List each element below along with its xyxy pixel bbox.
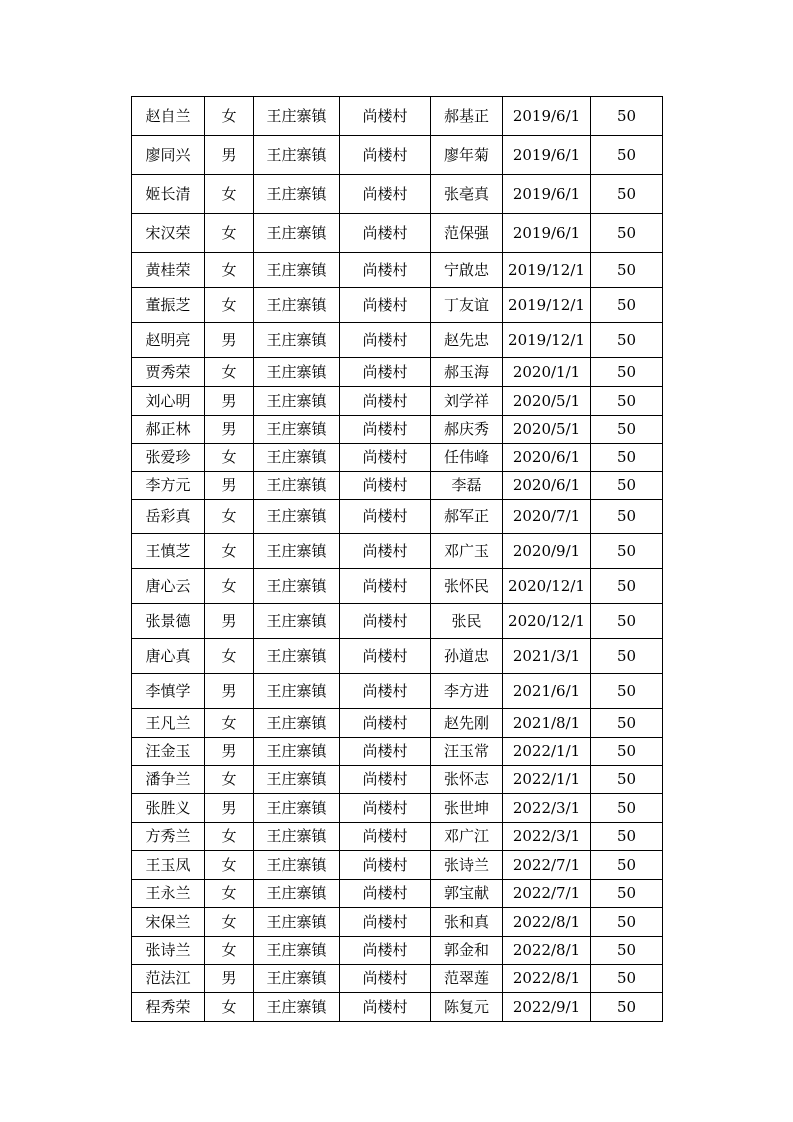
contact-cell: 李方进: [431, 674, 503, 709]
amount-cell: 50: [591, 639, 663, 674]
name-cell: 赵明亮: [132, 323, 205, 358]
gender-cell: 女: [205, 639, 254, 674]
contact-cell: 郝基正: [431, 97, 503, 136]
contact-cell: 刘学祥: [431, 387, 503, 416]
date-cell: 2020/12/1: [503, 604, 591, 639]
gender-cell: 女: [205, 534, 254, 569]
date-cell: 2019/12/1: [503, 288, 591, 323]
table-row: [132, 358, 663, 387]
name-cell: 王玉凤: [132, 851, 205, 880]
name-cell: 贾秀荣: [132, 358, 205, 387]
gender-cell: 女: [205, 851, 254, 880]
amount-cell: 50: [591, 908, 663, 937]
village-cell: 尚楼村: [340, 794, 431, 823]
date-cell: 2022/8/1: [503, 908, 591, 937]
contact-cell: 赵先忠: [431, 323, 503, 358]
amount-cell: 50: [591, 358, 663, 387]
name-cell: 郝正林: [132, 416, 205, 444]
village-cell: 尚楼村: [340, 472, 431, 500]
contact-cell: 邓广江: [431, 823, 503, 851]
table-row: [132, 500, 663, 534]
amount-cell: 50: [591, 136, 663, 175]
gender-cell: 女: [205, 766, 254, 794]
town-cell: 王庄寨镇: [254, 387, 340, 416]
town-cell: 王庄寨镇: [254, 965, 340, 993]
contact-cell: 张亳真: [431, 175, 503, 214]
amount-cell: 50: [591, 851, 663, 880]
amount-cell: 50: [591, 444, 663, 472]
name-cell: 张景德: [132, 604, 205, 639]
name-cell: 范法江: [132, 965, 205, 993]
gender-cell: 女: [205, 358, 254, 387]
amount-cell: 50: [591, 472, 663, 500]
town-cell: 王庄寨镇: [254, 639, 340, 674]
date-cell: 2020/6/1: [503, 472, 591, 500]
table-row: [132, 823, 663, 851]
table-row: [132, 880, 663, 908]
name-cell: 张爱珍: [132, 444, 205, 472]
date-cell: 2019/12/1: [503, 323, 591, 358]
town-cell: 王庄寨镇: [254, 97, 340, 136]
town-cell: 王庄寨镇: [254, 416, 340, 444]
village-cell: 尚楼村: [340, 323, 431, 358]
table-row: [132, 288, 663, 323]
village-cell: 尚楼村: [340, 738, 431, 766]
village-cell: 尚楼村: [340, 604, 431, 639]
table-row: [132, 604, 663, 639]
name-cell: 方秀兰: [132, 823, 205, 851]
name-cell: 宋汉荣: [132, 214, 205, 253]
table-row: [132, 214, 663, 253]
name-cell: 廖同兴: [132, 136, 205, 175]
amount-cell: 50: [591, 604, 663, 639]
gender-cell: 男: [205, 738, 254, 766]
contact-cell: 郝军正: [431, 500, 503, 534]
village-cell: 尚楼村: [340, 288, 431, 323]
gender-cell: 男: [205, 323, 254, 358]
contact-cell: 郝玉海: [431, 358, 503, 387]
name-cell: 宋保兰: [132, 908, 205, 937]
gender-cell: 女: [205, 709, 254, 738]
date-cell: 2022/8/1: [503, 937, 591, 965]
contact-cell: 李磊: [431, 472, 503, 500]
gender-cell: 女: [205, 823, 254, 851]
date-cell: 2022/3/1: [503, 823, 591, 851]
village-cell: 尚楼村: [340, 253, 431, 288]
gender-cell: 男: [205, 136, 254, 175]
village-cell: 尚楼村: [340, 908, 431, 937]
amount-cell: 50: [591, 323, 663, 358]
gender-cell: 女: [205, 880, 254, 908]
contact-cell: 宁啟忠: [431, 253, 503, 288]
date-cell: 2022/9/1: [503, 993, 591, 1022]
gender-cell: 女: [205, 288, 254, 323]
gender-cell: 女: [205, 908, 254, 937]
town-cell: 王庄寨镇: [254, 358, 340, 387]
contact-cell: 张怀民: [431, 569, 503, 604]
table-row: [132, 569, 663, 604]
contact-cell: 范保强: [431, 214, 503, 253]
gender-cell: 女: [205, 937, 254, 965]
town-cell: 王庄寨镇: [254, 214, 340, 253]
amount-cell: 50: [591, 794, 663, 823]
name-cell: 程秀荣: [132, 993, 205, 1022]
name-cell: 唐心云: [132, 569, 205, 604]
table-row: [132, 323, 663, 358]
records-table: [131, 96, 663, 1022]
date-cell: 2022/7/1: [503, 880, 591, 908]
amount-cell: 50: [591, 880, 663, 908]
village-cell: 尚楼村: [340, 444, 431, 472]
village-cell: 尚楼村: [340, 851, 431, 880]
table-row: [132, 993, 663, 1022]
amount-cell: 50: [591, 993, 663, 1022]
gender-cell: 男: [205, 794, 254, 823]
table-row: [132, 136, 663, 175]
town-cell: 王庄寨镇: [254, 604, 340, 639]
village-cell: 尚楼村: [340, 416, 431, 444]
town-cell: 王庄寨镇: [254, 851, 340, 880]
table-row: [132, 965, 663, 993]
amount-cell: 50: [591, 709, 663, 738]
table-row: [132, 766, 663, 794]
date-cell: 2022/7/1: [503, 851, 591, 880]
name-cell: 唐心真: [132, 639, 205, 674]
amount-cell: 50: [591, 965, 663, 993]
village-cell: 尚楼村: [340, 823, 431, 851]
table-row: [132, 387, 663, 416]
town-cell: 王庄寨镇: [254, 472, 340, 500]
town-cell: 王庄寨镇: [254, 323, 340, 358]
town-cell: 王庄寨镇: [254, 738, 340, 766]
table-row: [132, 253, 663, 288]
date-cell: 2020/5/1: [503, 387, 591, 416]
date-cell: 2020/5/1: [503, 416, 591, 444]
village-cell: 尚楼村: [340, 387, 431, 416]
village-cell: 尚楼村: [340, 965, 431, 993]
village-cell: 尚楼村: [340, 97, 431, 136]
name-cell: 刘心明: [132, 387, 205, 416]
table-row: [132, 851, 663, 880]
gender-cell: 女: [205, 993, 254, 1022]
table-row: [132, 738, 663, 766]
name-cell: 董振芝: [132, 288, 205, 323]
table-row: [132, 937, 663, 965]
village-cell: 尚楼村: [340, 569, 431, 604]
table-row: [132, 175, 663, 214]
town-cell: 王庄寨镇: [254, 253, 340, 288]
gender-cell: 男: [205, 604, 254, 639]
amount-cell: 50: [591, 569, 663, 604]
date-cell: 2020/1/1: [503, 358, 591, 387]
town-cell: 王庄寨镇: [254, 175, 340, 214]
amount-cell: 50: [591, 823, 663, 851]
amount-cell: 50: [591, 500, 663, 534]
gender-cell: 女: [205, 214, 254, 253]
name-cell: 张胜义: [132, 794, 205, 823]
name-cell: 汪金玉: [132, 738, 205, 766]
date-cell: 2019/6/1: [503, 214, 591, 253]
town-cell: 王庄寨镇: [254, 674, 340, 709]
village-cell: 尚楼村: [340, 674, 431, 709]
village-cell: 尚楼村: [340, 214, 431, 253]
table-row: [132, 674, 663, 709]
village-cell: 尚楼村: [340, 709, 431, 738]
amount-cell: 50: [591, 674, 663, 709]
gender-cell: 男: [205, 416, 254, 444]
gender-cell: 女: [205, 500, 254, 534]
village-cell: 尚楼村: [340, 993, 431, 1022]
village-cell: 尚楼村: [340, 500, 431, 534]
gender-cell: 女: [205, 97, 254, 136]
gender-cell: 男: [205, 965, 254, 993]
contact-cell: 郭宝献: [431, 880, 503, 908]
table-row: [132, 444, 663, 472]
name-cell: 王凡兰: [132, 709, 205, 738]
contact-cell: 任伟峰: [431, 444, 503, 472]
gender-cell: 女: [205, 569, 254, 604]
table-row: [132, 639, 663, 674]
gender-cell: 女: [205, 444, 254, 472]
date-cell: 2022/8/1: [503, 965, 591, 993]
contact-cell: 郭金和: [431, 937, 503, 965]
amount-cell: 50: [591, 534, 663, 569]
town-cell: 王庄寨镇: [254, 794, 340, 823]
date-cell: 2019/12/1: [503, 253, 591, 288]
gender-cell: 男: [205, 674, 254, 709]
contact-cell: 郝庆秀: [431, 416, 503, 444]
contact-cell: 孙道忠: [431, 639, 503, 674]
date-cell: 2020/7/1: [503, 500, 591, 534]
town-cell: 王庄寨镇: [254, 569, 340, 604]
village-cell: 尚楼村: [340, 639, 431, 674]
name-cell: 李慎学: [132, 674, 205, 709]
name-cell: 潘争兰: [132, 766, 205, 794]
amount-cell: 50: [591, 253, 663, 288]
amount-cell: 50: [591, 97, 663, 136]
date-cell: 2020/9/1: [503, 534, 591, 569]
date-cell: 2021/8/1: [503, 709, 591, 738]
village-cell: 尚楼村: [340, 534, 431, 569]
name-cell: 岳彩真: [132, 500, 205, 534]
amount-cell: 50: [591, 387, 663, 416]
name-cell: 姬长清: [132, 175, 205, 214]
village-cell: 尚楼村: [340, 175, 431, 214]
contact-cell: 范翠莲: [431, 965, 503, 993]
table-row: [132, 472, 663, 500]
contact-cell: 张怀志: [431, 766, 503, 794]
amount-cell: 50: [591, 214, 663, 253]
records-table-body: [132, 97, 663, 1022]
town-cell: 王庄寨镇: [254, 136, 340, 175]
town-cell: 王庄寨镇: [254, 937, 340, 965]
town-cell: 王庄寨镇: [254, 288, 340, 323]
town-cell: 王庄寨镇: [254, 908, 340, 937]
name-cell: 王慎芝: [132, 534, 205, 569]
gender-cell: 女: [205, 253, 254, 288]
town-cell: 王庄寨镇: [254, 444, 340, 472]
amount-cell: 50: [591, 766, 663, 794]
village-cell: 尚楼村: [340, 358, 431, 387]
date-cell: 2019/6/1: [503, 175, 591, 214]
village-cell: 尚楼村: [340, 937, 431, 965]
village-cell: 尚楼村: [340, 766, 431, 794]
date-cell: 2022/3/1: [503, 794, 591, 823]
contact-cell: 汪玉常: [431, 738, 503, 766]
town-cell: 王庄寨镇: [254, 534, 340, 569]
gender-cell: 女: [205, 175, 254, 214]
gender-cell: 男: [205, 387, 254, 416]
date-cell: 2021/3/1: [503, 639, 591, 674]
contact-cell: 赵先刚: [431, 709, 503, 738]
amount-cell: 50: [591, 738, 663, 766]
amount-cell: 50: [591, 416, 663, 444]
town-cell: 王庄寨镇: [254, 993, 340, 1022]
town-cell: 王庄寨镇: [254, 709, 340, 738]
date-cell: 2020/12/1: [503, 569, 591, 604]
date-cell: 2020/6/1: [503, 444, 591, 472]
date-cell: 2019/6/1: [503, 97, 591, 136]
date-cell: 2021/6/1: [503, 674, 591, 709]
contact-cell: 廖年菊: [431, 136, 503, 175]
date-cell: 2019/6/1: [503, 136, 591, 175]
contact-cell: 张和真: [431, 908, 503, 937]
table-row: [132, 908, 663, 937]
name-cell: 赵自兰: [132, 97, 205, 136]
village-cell: 尚楼村: [340, 136, 431, 175]
date-cell: 2022/1/1: [503, 738, 591, 766]
amount-cell: 50: [591, 288, 663, 323]
name-cell: 王永兰: [132, 880, 205, 908]
contact-cell: 张民: [431, 604, 503, 639]
table-row: [132, 97, 663, 136]
table-row: [132, 709, 663, 738]
contact-cell: 邓广玉: [431, 534, 503, 569]
contact-cell: 陈复元: [431, 993, 503, 1022]
town-cell: 王庄寨镇: [254, 823, 340, 851]
town-cell: 王庄寨镇: [254, 500, 340, 534]
amount-cell: 50: [591, 937, 663, 965]
table-row: [132, 534, 663, 569]
table-row: [132, 794, 663, 823]
gender-cell: 男: [205, 472, 254, 500]
date-cell: 2022/1/1: [503, 766, 591, 794]
contact-cell: 张世坤: [431, 794, 503, 823]
amount-cell: 50: [591, 175, 663, 214]
town-cell: 王庄寨镇: [254, 766, 340, 794]
contact-cell: 张诗兰: [431, 851, 503, 880]
contact-cell: 丁友谊: [431, 288, 503, 323]
name-cell: 张诗兰: [132, 937, 205, 965]
village-cell: 尚楼村: [340, 880, 431, 908]
name-cell: 黄桂荣: [132, 253, 205, 288]
name-cell: 李方元: [132, 472, 205, 500]
town-cell: 王庄寨镇: [254, 880, 340, 908]
table-row: [132, 416, 663, 444]
